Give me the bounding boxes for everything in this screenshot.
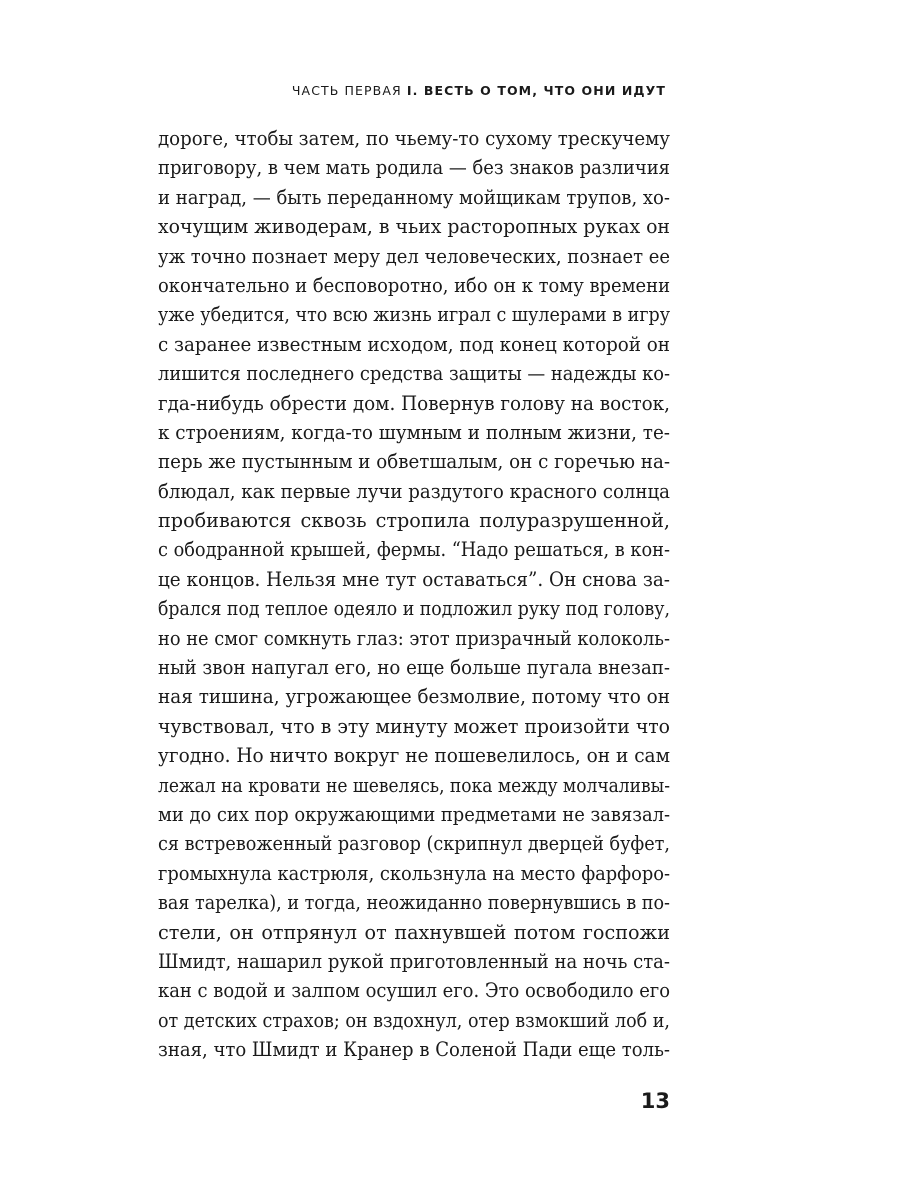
header-chapter-title: I. ВЕСТЬ О ТОМ, ЧТО ОНИ ИДУТ [406, 83, 666, 98]
body-line: уж точно познает меру дел человеческих, познает ее [158, 244, 670, 268]
body-line: с ободранной крышей, фермы. “Надо решаться, в кон- [158, 538, 670, 562]
body-line: окончательно и бесповоротно, ибо он к тому времени [158, 273, 670, 297]
header-part-label: ЧАСТЬ ПЕРВАЯ [291, 83, 402, 98]
body-line: брался под теплое одеяло и подложил руку под голову, [158, 597, 670, 621]
body-line: к строениям, когда-то шумным и полным жизни, те- [158, 420, 670, 444]
body-line: ная тишина, угрожающее безмолвие, потому что он [158, 685, 670, 709]
body-line: и наград, — быть переданному мойщикам трупов, хо- [158, 185, 670, 209]
body-line: ся встревоженный разговор (скрипнул дверцей буфет, [158, 832, 670, 856]
body-line: дороге, чтобы затем, по чьему-то сухому трескучему [158, 127, 670, 150]
body-text [158, 124, 670, 1065]
body-line: пробиваются сквозь стропила полуразрушенной, [158, 509, 670, 533]
running-header [292, 83, 666, 98]
body-line: угодно. Но ничто вокруг не пошевелилось, он и сам [158, 744, 670, 768]
body-line: уже убедится, что всю жизнь играл с шулерами в игру [158, 303, 670, 327]
body-line: ный звон напугал его, но еще больше пугала внезап- [158, 656, 670, 680]
page-number: 13 [640, 1089, 670, 1113]
body-line: вая тарелка), и тогда, неожиданно повернувшись в по- [158, 891, 670, 915]
body-line: от детских страхов; он вздохнул, отер взмокший лоб и, [158, 1008, 670, 1032]
body-line: Шмидт, нашарил рукой приготовленный на ночь ста- [158, 949, 670, 973]
body-line: чувствовал, что в эту минуту может произойти что [158, 714, 670, 738]
body-line: блюдал, как первые лучи раздутого красного солнца [158, 479, 670, 503]
body-line: хочущим живодерам, в чьих расторопных руках он [158, 215, 670, 239]
body-line: кан с водой и залпом осушил его. Это освободило его [158, 979, 670, 1003]
body-line: громыхнула кастрюля, скользнула на место фарфоро- [158, 861, 670, 885]
body-line: но не смог сомкнуть глаз: этот призрачный колоколь- [158, 626, 670, 650]
body-line: зная, что Шмидт и Кранер в Соленой Пади еще толь- [158, 1038, 670, 1062]
body-line: ми до сих пор окружающими предметами не завязал- [158, 802, 670, 826]
body-line: приговору, в чем мать родила — без знаков различия [158, 156, 670, 180]
body-line: гда-нибудь обрести дом. Повернув голову на восток, [158, 391, 670, 415]
body-line: це концов. Нельзя мне тут оставаться”. Он снова за- [158, 567, 670, 591]
body-line: с заранее известным исходом, под конец которой он [158, 332, 670, 356]
body-line: лежал на кровати не шевелясь, пока между молчаливы- [158, 773, 670, 797]
body-line: перь же пустынным и обветшалым, он с горечью на- [158, 450, 670, 474]
body-line: лишится последнего средства защиты — надежды ко- [158, 362, 670, 386]
body-line: стели, он отпрянул от пахнувшей потом госпожи [158, 920, 670, 944]
